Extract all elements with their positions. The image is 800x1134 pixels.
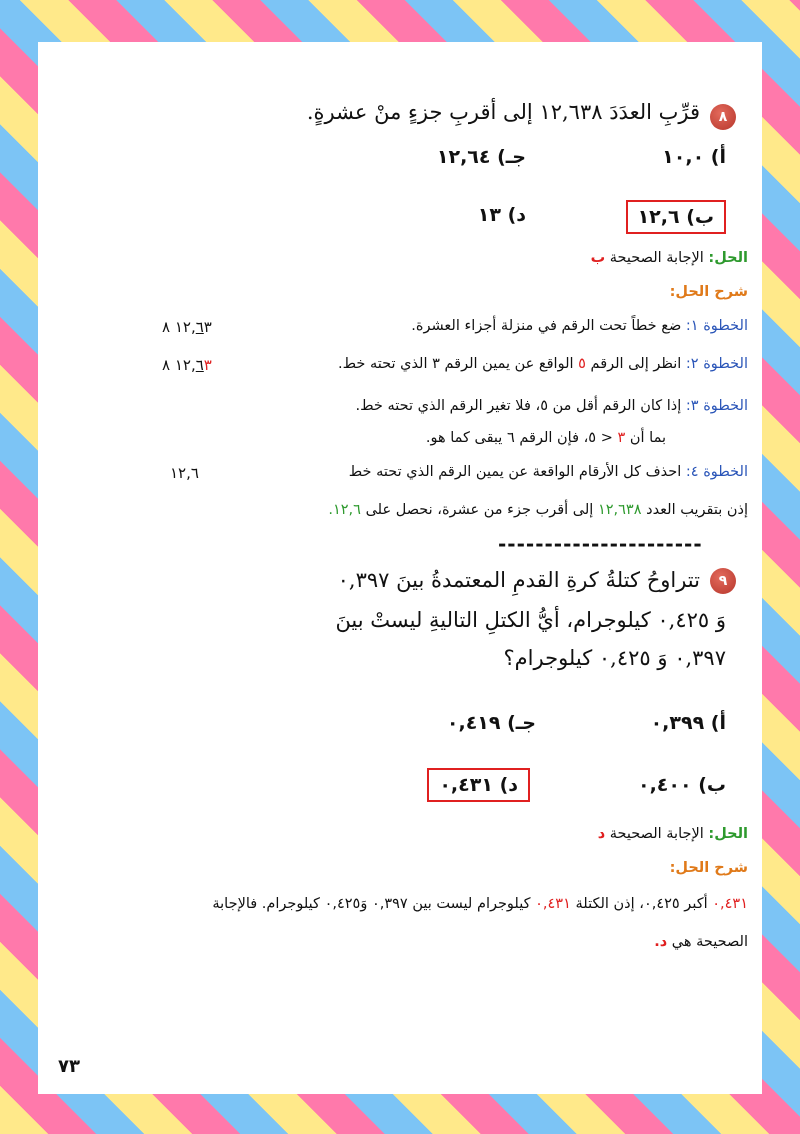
section-divider: ---------------------- <box>498 532 703 556</box>
page-number: ٧٣ <box>58 1056 80 1077</box>
q8-step-4-number: ١٢,٦ <box>170 464 199 482</box>
q8-step-3: الخطوة ٣: إذا كان الرقم أقل من ٥، فلا تغير الرقم الذي تحته خط. <box>355 398 748 414</box>
q9-explanation-line-2: الصحيحة هي د. <box>654 934 748 950</box>
q8-step-2: الخطوة ٢: انظر إلى الرقم ٥ الواقع عن يمين الرقم ٣ الذي تحته خط. <box>338 356 748 372</box>
q8-option-d[interactable]: د) ١٣ <box>477 204 526 226</box>
q8-answer-letter: ب <box>590 250 606 266</box>
question-9-badge <box>710 568 736 594</box>
question-9-line-3: ٠,٣٩٧ وَ ٠,٤٢٥ كيلوجرام؟ <box>503 646 726 670</box>
question-8-text: قرِّبِ العدَدَ ١٢,٦٣٨ إلى أقربِ جزءٍ منْ عشرةٍ. <box>306 100 700 124</box>
q9-answer-line: الحل: الإجابة الصحيحة د <box>597 826 748 842</box>
question-9-number: ٩ <box>718 573 728 589</box>
q8-answer-label: الحل: <box>708 250 748 266</box>
q9-option-d-correct[interactable]: د) ٠,٤٣١ <box>427 768 530 802</box>
q9-explain-label: شرح الحل: <box>669 860 748 876</box>
q9-option-b[interactable]: ب) ٠,٤٠٠ <box>637 774 726 796</box>
q9-explanation-line-1: ٠,٤٣١ أكبر ٠,٤٢٥، إذن الكتلة ٠,٤٣١ كيلوجرام ليست بين ٠,٣٩٧ وَ٠,٤٢٥ كيلوجرام. فالإجابة <box>212 896 748 912</box>
q9-option-c[interactable]: جـ) ٠,٤١٩ <box>446 712 536 734</box>
question-8-number: ٨ <box>718 109 728 125</box>
q9-answer-label: الحل: <box>708 826 748 842</box>
question-9-line-1: تتراوحُ كتلةُ كرةِ القدمِ المعتمدةُ بينَ ٠,٣٩٧ <box>337 568 700 592</box>
q8-option-a[interactable]: أ) ١٠,٠ <box>662 146 726 168</box>
q8-step-1-number: ١٢,٦٣ ٨ <box>162 318 212 336</box>
question-9-line-2: وَ ٠,٤٢٥ كيلوجرام، أيُّ الكتلِ التاليةِ ليستْ بينَ <box>335 608 726 632</box>
q8-step-2-number: ١٢,٦٣ ٨ <box>162 356 212 374</box>
q8-option-c[interactable]: جـ) ١٢,٦٤ <box>436 146 526 168</box>
q8-step-1: الخطوة ١: ضع خطاً تحت الرقم في منزلة أجزاء العشرة. <box>411 318 748 334</box>
question-8-badge <box>710 104 736 130</box>
q9-option-a[interactable]: أ) ٠,٣٩٩ <box>650 712 726 734</box>
q8-step-4: الخطوة ٤: احذف كل الأرقام الواقعة عن يمين الرقم الذي تحته خط <box>348 464 748 480</box>
q8-answer-line: الحل: الإجابة الصحيحة ب <box>590 250 748 266</box>
q8-step-3-note: بما أن ٣ < ٥، فإن الرقم ٦ يبقى كما هو. <box>425 430 666 446</box>
worksheet-page <box>38 42 762 1094</box>
q9-answer-letter: د <box>597 826 606 842</box>
q8-explain-label: شرح الحل: <box>669 284 748 300</box>
q8-option-b-correct[interactable]: ب) ١٢,٦ <box>626 200 726 234</box>
q8-conclusion: إذن بتقريب العدد ١٢,٦٣٨ إلى أقرب جزء من عشرة، نحصل على ١٢,٦. <box>328 502 748 518</box>
